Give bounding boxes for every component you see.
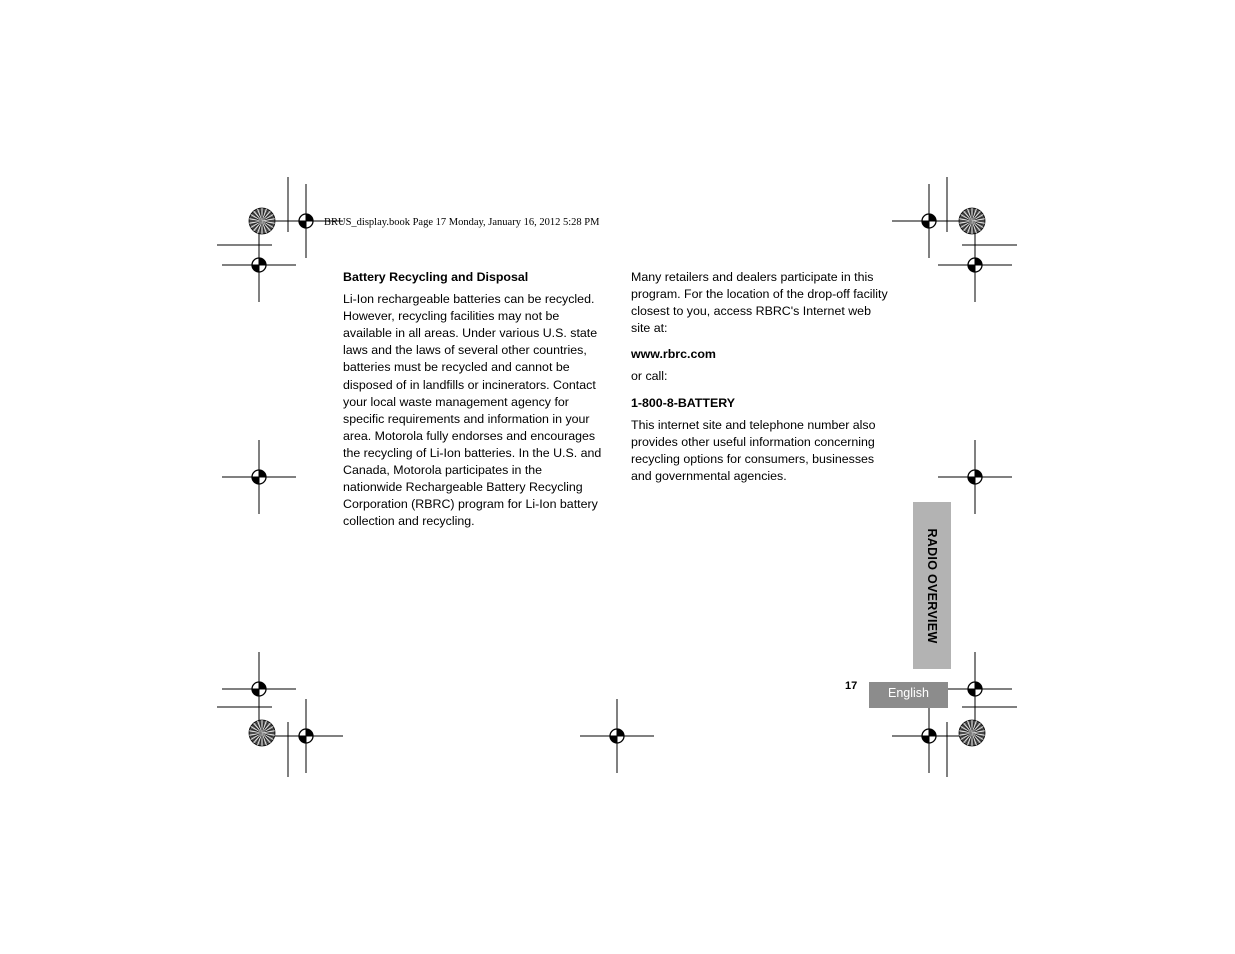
- text-line: nationwide Rechargeable Battery Recycling: [343, 480, 583, 495]
- page-number: 17: [845, 680, 858, 692]
- website-address: www.rbrc.com: [631, 347, 716, 362]
- section-heading: Battery Recycling and Disposal: [343, 270, 529, 284]
- text-line: Many retailers and dealers participate in this: [631, 270, 874, 284]
- book-slug-header: BRUS_display.book Page 17 Monday, January 16, 2012 5:28 PM: [324, 217, 600, 228]
- right-column: [631, 269, 896, 485]
- retailers-paragraph: [631, 269, 896, 337]
- text-line: However, recycling facilities may not be: [343, 309, 560, 324]
- text-line: disposed of in landfills or incinerators. Contact: [343, 377, 596, 392]
- starburst-mark-icon: [959, 720, 985, 746]
- or-call-text: or call:: [631, 369, 668, 384]
- text-line: area. Motorola fully endorses and encourages: [343, 428, 596, 443]
- crosshair-mark-icon: [269, 699, 343, 773]
- text-line: your local waste management agency for: [343, 394, 569, 409]
- battery-recycling-paragraph: [343, 291, 608, 530]
- text-line: program. For the location of the drop-off facility: [631, 287, 888, 302]
- text-line: and governmental agencies.: [631, 468, 787, 483]
- starburst-mark-icon: [959, 208, 985, 234]
- text-line: Li-Ion rechargeable batteries can be recycled.: [343, 292, 595, 307]
- text-line: batteries must be recycled and cannot be: [343, 360, 570, 375]
- left-column: [343, 269, 608, 530]
- text-line: provides other useful information concerning: [631, 434, 875, 449]
- text-line: closest to you, access RBRC's Internet web: [631, 304, 871, 319]
- crosshair-mark-icon: [222, 652, 296, 726]
- crosshair-mark-icon: [892, 699, 966, 773]
- language-tab: English: [869, 682, 948, 708]
- closing-paragraph: [631, 417, 896, 485]
- text-line: specific requirements and information in your: [343, 411, 590, 426]
- text-line: Corporation (RBRC) program for Li-Ion battery: [343, 497, 598, 512]
- crosshair-mark-icon: [892, 184, 966, 258]
- text-line: Canada, Motorola participates in the: [343, 463, 543, 478]
- side-tab-label: RADIO OVERVIEW: [925, 527, 939, 644]
- crosshair-mark-icon: [938, 228, 1012, 302]
- text-line: laws and the laws of several other countries,: [343, 343, 587, 358]
- phone-number: 1-800-8-BATTERY: [631, 395, 735, 410]
- starburst-mark-icon: [249, 720, 275, 746]
- crosshair-mark-icon: [222, 440, 296, 514]
- text-line: available in all areas. Under various U.S. state: [343, 326, 598, 341]
- text-line: site at:: [631, 321, 668, 336]
- text-line: recycling options for consumers, businesses: [631, 451, 875, 466]
- section-side-tab: [913, 502, 951, 669]
- crosshair-mark-icon: [580, 699, 654, 773]
- starburst-mark-icon: [249, 208, 275, 234]
- text-line: This internet site and telephone number also: [631, 417, 876, 432]
- text-line: the recycling of Li-Ion batteries. In the U.S. and: [343, 445, 602, 460]
- text-line: collection and recycling.: [343, 514, 475, 529]
- crosshair-mark-icon: [222, 228, 296, 302]
